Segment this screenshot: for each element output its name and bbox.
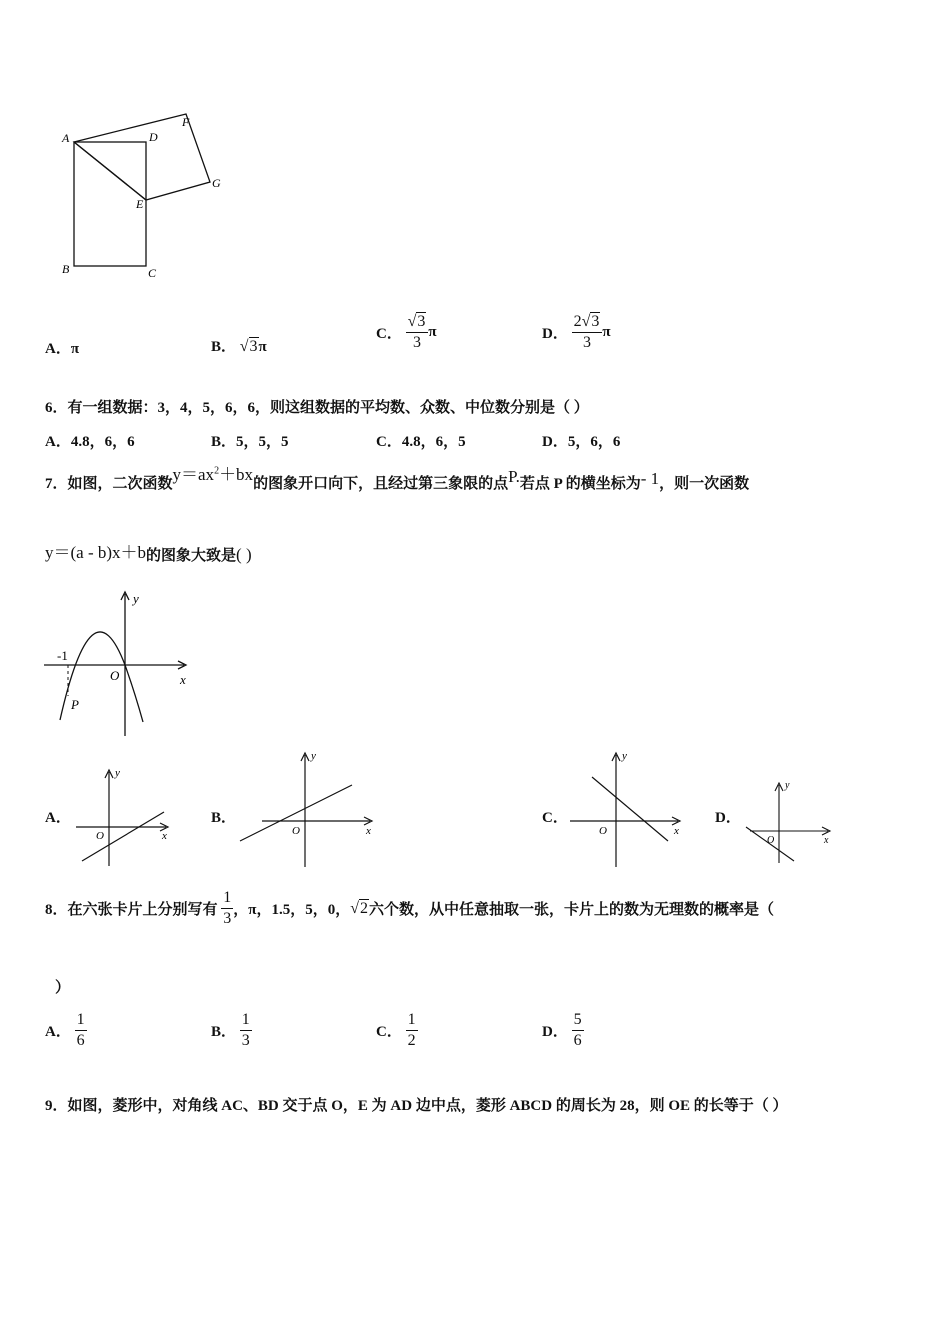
q8-sqrt-2: √2	[350, 899, 369, 917]
label-o: O	[110, 668, 120, 683]
label-a: A	[62, 131, 70, 145]
label-d: D	[149, 130, 158, 144]
q8-option-b[interactable]: B． $\frac{1}{3}$	[211, 1011, 250, 1049]
q7-quadratic: $y=ax^2+bx$	[172, 465, 254, 484]
q8-option-a[interactable]: A． $\frac{1}{6}$	[45, 1011, 85, 1049]
svg-text:x: x	[674, 825, 679, 837]
label-e: E	[136, 197, 144, 211]
label-y: y	[133, 591, 139, 606]
q9-question: 9．如图，菱形中，对角线 AC、BD 交于点 O，E 为 AD 边中点，菱形 ABCD 的周长为 28，则 OE 的长等于（ ）	[45, 1098, 788, 1114]
line-a	[82, 812, 164, 861]
q7-graph-c	[566, 745, 686, 870]
label-c: C	[148, 266, 157, 280]
label-b: B	[62, 262, 70, 276]
q7-option-b[interactable]: B．	[211, 810, 237, 826]
q7-neg-one: - 1	[640, 469, 660, 488]
q6-option-a[interactable]: A．4.8，6，6	[45, 434, 135, 450]
svg-text:x: x	[162, 830, 167, 842]
q7-option-d[interactable]: D．	[715, 810, 741, 826]
svg-text:x: x	[824, 835, 829, 846]
label-f: F	[182, 115, 190, 129]
q6-option-d[interactable]: D．5，6，6	[542, 434, 621, 450]
q8-option-c[interactable]: C． $\frac{1}{2}$	[376, 1011, 416, 1049]
q7-point-p: P.	[508, 467, 520, 486]
q6-question: 6．有一组数据：3，4，5，6，6，则这组数据的平均数、众数、中位数分别是（ ）	[45, 400, 589, 416]
q6-option-b[interactable]: B．5，5，5	[211, 434, 289, 450]
q7-question-line2: y＝(a - b)x＋b的图象大致是( )	[45, 543, 252, 564]
label-p: P	[71, 697, 79, 712]
svg-text:y: y	[115, 767, 120, 779]
q5-option-c[interactable]: C． $\frac{√3}{3}$ π	[376, 313, 437, 351]
q7-question-line1: 7．如图，二次函数$y=ax^2+bx$的图象开口向下，且经过第三象限的点P.若点 P 的横坐标为- 1，则一次函数	[45, 465, 750, 492]
svg-text:y: y	[622, 750, 627, 762]
q7-paren: ( )	[236, 545, 252, 564]
svg-text:O: O	[96, 830, 104, 842]
frac-2sqrt3-over-3: $\frac{2√3}{3}$	[572, 312, 603, 353]
square-aefg	[74, 114, 210, 200]
svg-text:y: y	[311, 750, 316, 762]
label-g: G	[212, 176, 221, 190]
q6-option-c[interactable]: C．4.8，6，5	[376, 434, 466, 450]
q7-option-c[interactable]: C．	[542, 810, 568, 826]
frac-sqrt3-over-3: $\frac{√3}{3}$	[406, 312, 429, 353]
q5-option-a[interactable]: A．π	[45, 341, 80, 357]
q5-option-d[interactable]: D． $\frac{2√3}{3}$ π	[542, 313, 611, 351]
q8-close-paren: ）	[55, 980, 71, 996]
sqrt-3: √3	[239, 338, 258, 355]
q7-linear-func: y＝(a - b)x＋b	[45, 543, 147, 562]
q5-geometry-figure	[40, 100, 250, 290]
q8-option-d[interactable]: D． $\frac{5}{6}$	[542, 1011, 582, 1049]
svg-text:O: O	[767, 835, 775, 846]
q7-graph-a	[74, 762, 184, 870]
q7-option-a[interactable]: A．	[45, 810, 71, 826]
svg-text:O: O	[292, 825, 300, 837]
svg-text:O: O	[599, 825, 607, 837]
q5-option-b[interactable]: B． √3π	[211, 338, 267, 355]
q7-graph-b	[232, 745, 382, 870]
q7-graph-d	[740, 775, 840, 867]
svg-text:y: y	[785, 780, 790, 791]
svg-text:x: x	[366, 825, 371, 837]
label-minus1: -1	[57, 648, 68, 663]
label-x: x	[180, 672, 186, 687]
q8-question-line1: 8．在六张卡片上分别写有 $\frac{1}{3}$ ，π，1.5，5，0，√2六个数，从中任意抽取一张，卡片上的数为无理数的概率是（	[45, 889, 775, 927]
q8-frac-1-3: $\frac{1}{3}$	[223, 889, 232, 927]
q7-parabola-graph	[40, 588, 200, 740]
